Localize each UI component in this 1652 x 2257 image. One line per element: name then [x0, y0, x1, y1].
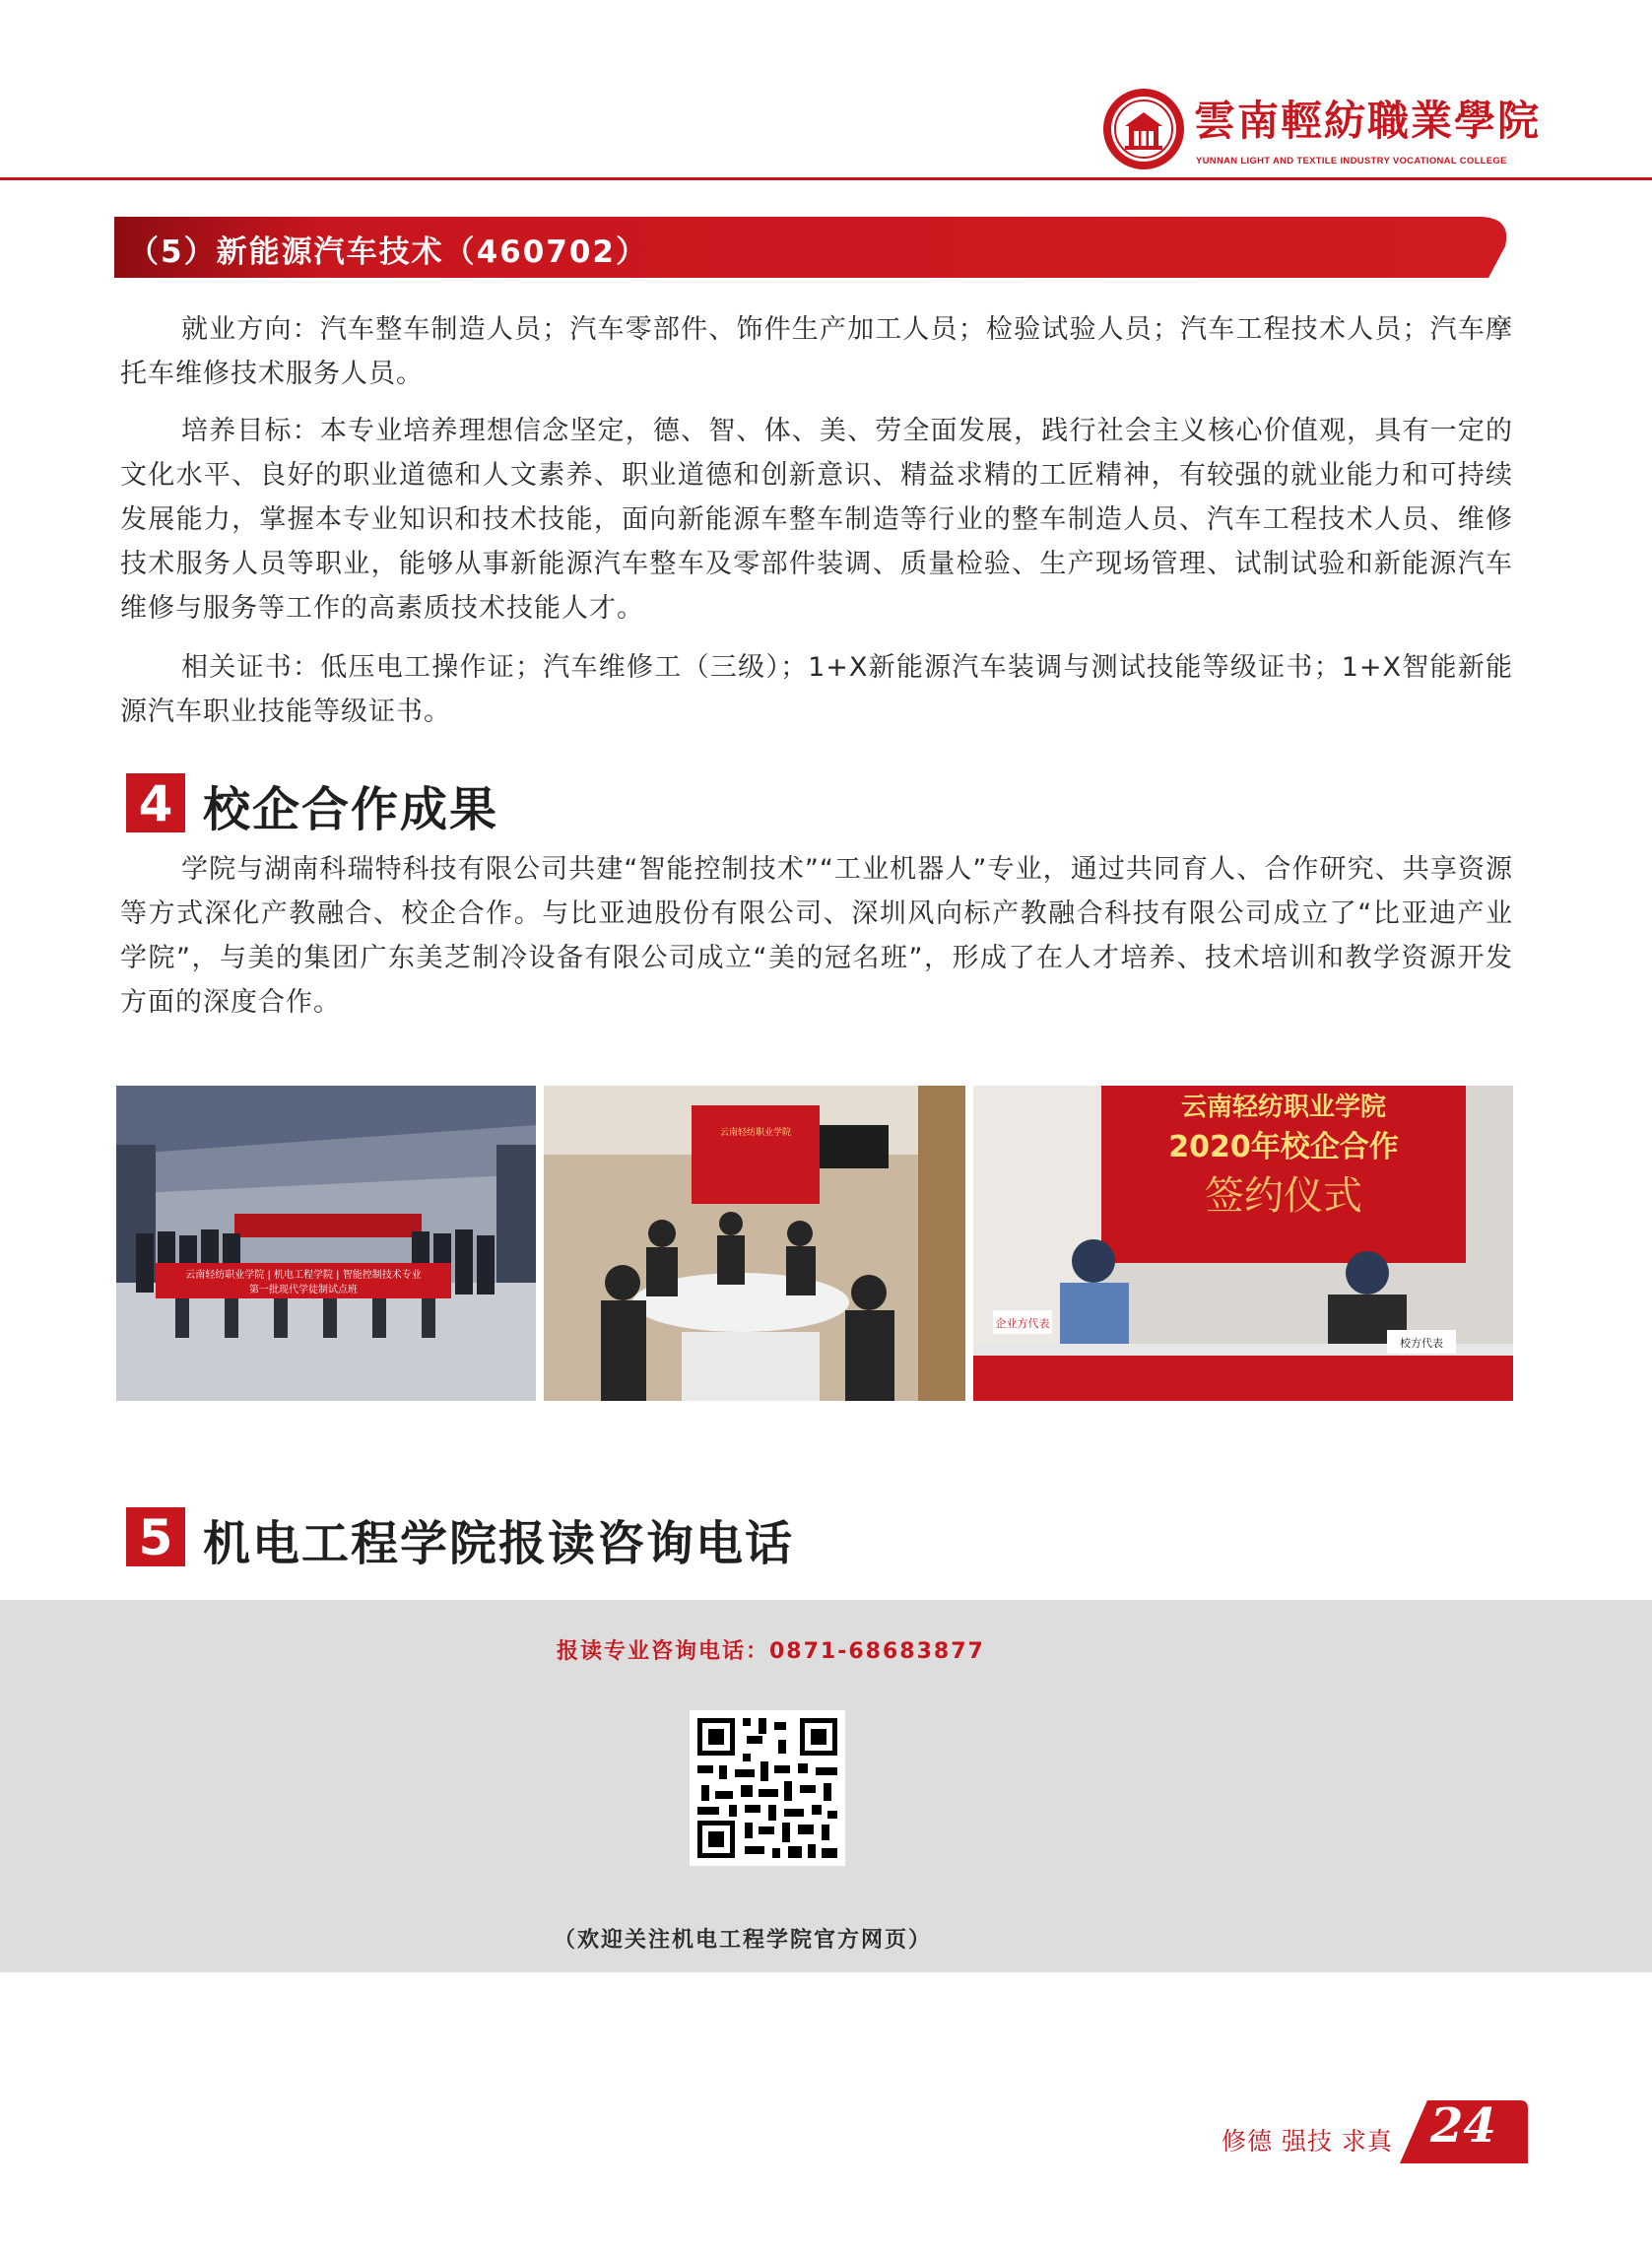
major-title-bar: [114, 217, 1512, 278]
number-5-badge: [114, 1507, 185, 1566]
screen-text: 云南轻纺职业学院: [719, 1128, 792, 1138]
photo-meeting-room: [544, 1086, 965, 1401]
college-logo: [1101, 87, 1542, 175]
goal-paragraph: 培养目标：本专业培养理想信念坚定，德、智、体、美、劳全面发展，践行社会主义核心价值观，具有一定的文化水平、良好的职业道德和人文素养、职业道德和创新意识、精益求精的工匠精神，有较强的就业能力和可持续发展能力，掌握本专业知识和技术技能，面向新能源车整车制造等行业的整车制造人员、汽车工程技术人员、维修技术服务人员等职业，能够从事新能源汽车整车及零部件装调、质量检验、生产现场管理、试制试验和新能源汽车维修与服务等工作的高素质技术技能人才。: [120, 416, 1513, 624]
follow-note: （欢迎关注机电工程学院官方网页）: [554, 1928, 933, 1953]
banner-text: 云南轻纺职业学院 | 机电工程学院 | 智能控制技术专业: [185, 1270, 422, 1281]
certificate-paragraph: 相关证书：低压电工操作证；汽车维修工（三级）；1+X新能源汽车装调与测试技能等级证书；1+X智能新能源汽车职业技能等级证书。: [120, 652, 1513, 727]
consult-phone[interactable]: 报读专业咨询电话：0871-68683877: [557, 1639, 985, 1664]
banner-line-2: 2020年校企合作: [1168, 1130, 1399, 1164]
college-motto: 修德 强技 求真: [1222, 2127, 1393, 2156]
contact-panel: [0, 1600, 1652, 1972]
section-4-title: 校企合作成果: [203, 782, 499, 837]
employment-paragraph: 就业方向：汽车整车制造人员；汽车零部件、饰件生产加工人员；检验试验人员；汽车工程技术人员；汽车摩托车维修技术服务人员。: [120, 314, 1513, 389]
number-4-badge: [114, 773, 185, 832]
banner-text-2: 第一批现代学徒制试点班: [249, 1285, 358, 1295]
left-name-card: 企业方代表: [995, 1317, 1050, 1330]
header-divider: [0, 177, 1652, 180]
page-number: 24: [1430, 2098, 1496, 2154]
college-seal-icon: [1101, 87, 1186, 171]
photo-student-group: [116, 1086, 536, 1401]
banner-line-3: 签约仪式: [1205, 1173, 1362, 1219]
page-footer: [1212, 2098, 1517, 2167]
cooperation-paragraph: 学院与湖南科瑞特科技有限公司共建“智能控制技术”“工业机器人”专业，通过共同育人、合作研究、共享资源等方式深化产教融合、校企合作。与比亚迪股份有限公司、深圳风向标产教融合科技有限公司成立了“比亚迪产业学院”，与美的集团广东美芝制冷设备有限公司成立“美的冠名班”，形成了在人才培养、技术培训和教学资源开发方面的深度合作。: [120, 854, 1513, 1018]
section-5-number: 5: [138, 1509, 173, 1566]
banner-line-1: 云南轻纺职业学院: [1180, 1093, 1387, 1122]
major-title: （5）新能源汽车技术（460702）: [128, 234, 648, 270]
section-4-number: 4: [138, 775, 173, 832]
qr-code-icon[interactable]: [690, 1710, 845, 1866]
logo-chinese-name: 雲南輕紡職業學院: [1194, 97, 1542, 145]
right-name-card: 校方代表: [1400, 1337, 1443, 1350]
section-5-title: 机电工程学院报读咨询电话: [203, 1516, 795, 1571]
logo-english-name: YUNNAN LIGHT AND TEXTILE INDUSTRY VOCATIONAL COLLEGE: [1196, 156, 1507, 166]
photo-signing-ceremony: [973, 1086, 1513, 1401]
